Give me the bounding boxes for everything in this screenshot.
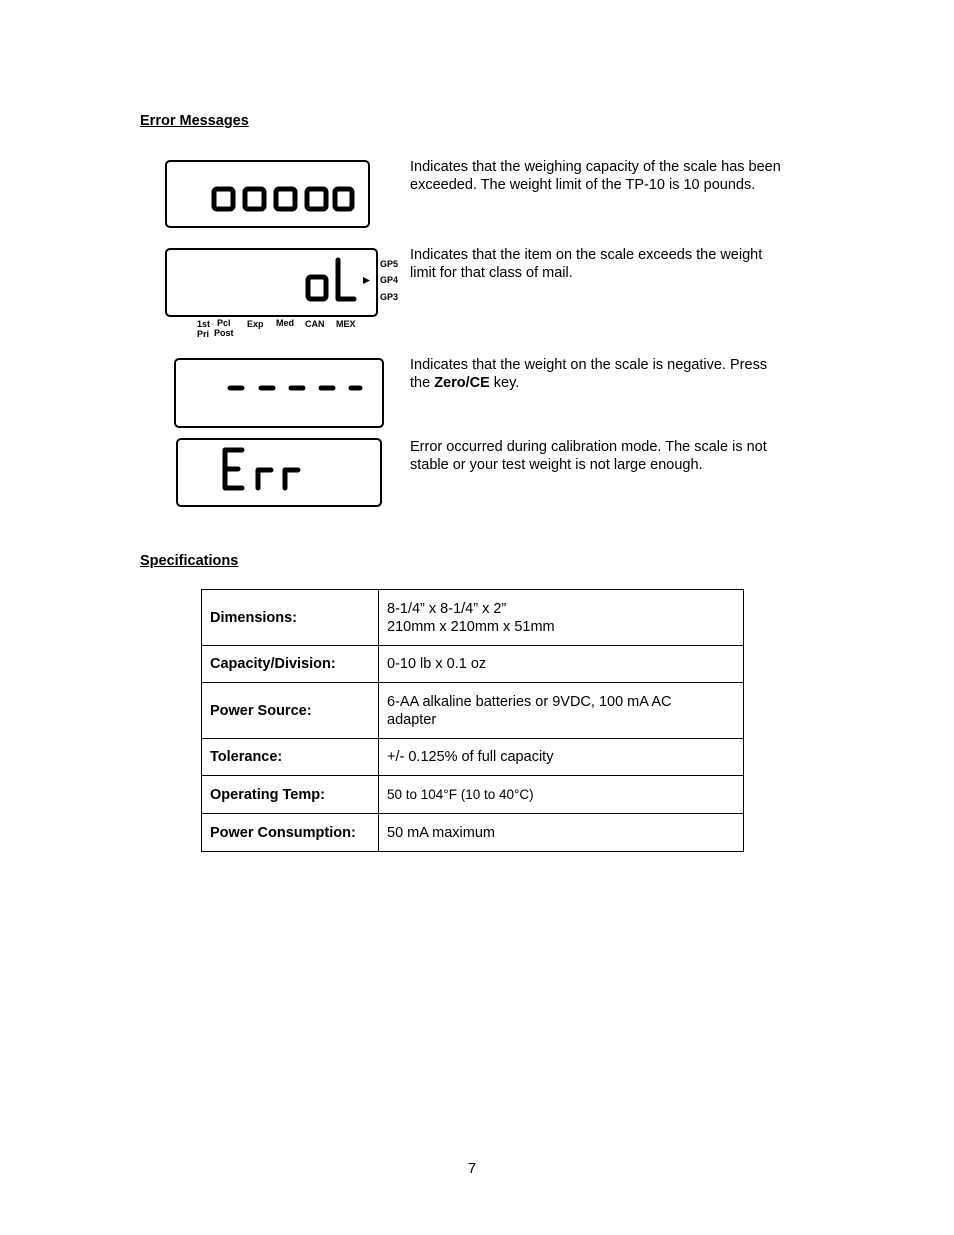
table-row	[202, 590, 744, 646]
class-label-exp: Exp	[247, 319, 264, 329]
spec-label-operating-temp: Operating Temp:	[202, 776, 379, 814]
message-text: Indicates that the weight on the scale is negative. Press the	[410, 357, 768, 391]
table-row	[202, 739, 744, 776]
message-text-end: key.	[489, 375, 520, 391]
section-heading-error-messages: Error Messages	[140, 113, 249, 129]
class-label-pcl: Pcl	[217, 318, 231, 328]
spec-value-operating-temp: 50 to 104°F (10 to 40°C)	[379, 776, 744, 814]
class-label-1st: 1st	[197, 319, 211, 329]
gp5-label: GP5	[380, 259, 399, 269]
class-label-post: Post	[214, 328, 234, 338]
zero-ce-key-label: Zero/CE	[434, 375, 490, 391]
lcd-display-overload	[165, 248, 378, 317]
error-message-overcapacity: Indicates that the weighing capacity of the scale has been exceeded. The weight limit of the TP-10 is 10 pounds.	[410, 159, 781, 193]
class-label-mex: MEX	[336, 319, 356, 329]
error-message-overload: Indicates that the item on the scale exceeds the weight limit for that class of mail.	[410, 247, 763, 281]
table-row	[202, 683, 744, 739]
page-number: 7	[467, 1160, 477, 1177]
section-heading-specifications: Specifications	[140, 553, 239, 569]
value-line: 6-AA alkaline batteries or 9VDC, 100 mA AC	[387, 693, 672, 710]
spec-value-power-source	[379, 683, 744, 739]
value-line: 8-1/4” x 8-1/4” x 2”	[387, 600, 507, 617]
table-row	[202, 646, 744, 683]
class-label-med: Med	[276, 318, 294, 328]
class-pointer-icon	[363, 277, 370, 284]
lcd-digits-oL	[167, 250, 375, 314]
error-message-calibration: Error occurred during calibration mode. The scale is not stable or your test weight is not large enough.	[410, 439, 767, 473]
spec-value-power-consumption: 50 mA maximum	[379, 814, 744, 852]
lcd-display-calibration-error	[176, 438, 382, 507]
lcd-display-negative	[174, 358, 384, 428]
value-line: 210mm x 210mm x 51mm	[387, 618, 555, 635]
table-row	[202, 776, 744, 814]
specifications-table	[201, 589, 744, 852]
lcd-digits-dashes	[176, 360, 381, 425]
class-label-pri: Pri	[197, 329, 210, 339]
value-line: adapter	[387, 711, 437, 728]
spec-value-dimensions	[379, 590, 744, 646]
lcd-digits-err	[178, 440, 379, 504]
spec-value-tolerance: +/- 0.125% of full capacity	[379, 739, 744, 776]
gp4-label: GP4	[380, 275, 399, 285]
lcd-digits-ooooo	[167, 162, 367, 225]
spec-value-capacity: 0-10 lb x 0.1 oz	[379, 646, 744, 683]
spec-label-dimensions: Dimensions:	[202, 590, 379, 646]
spec-label-power-consumption: Power Consumption:	[202, 814, 379, 852]
error-message-negative	[410, 356, 790, 392]
spec-label-capacity: Capacity/Division:	[202, 646, 379, 683]
gp3-label: GP3	[380, 292, 399, 302]
spec-label-tolerance: Tolerance:	[202, 739, 379, 776]
lcd-display-overcapacity	[165, 160, 370, 228]
spec-label-power-source: Power Source:	[202, 683, 379, 739]
table-row	[202, 814, 744, 852]
class-label-can: CAN	[305, 319, 325, 329]
